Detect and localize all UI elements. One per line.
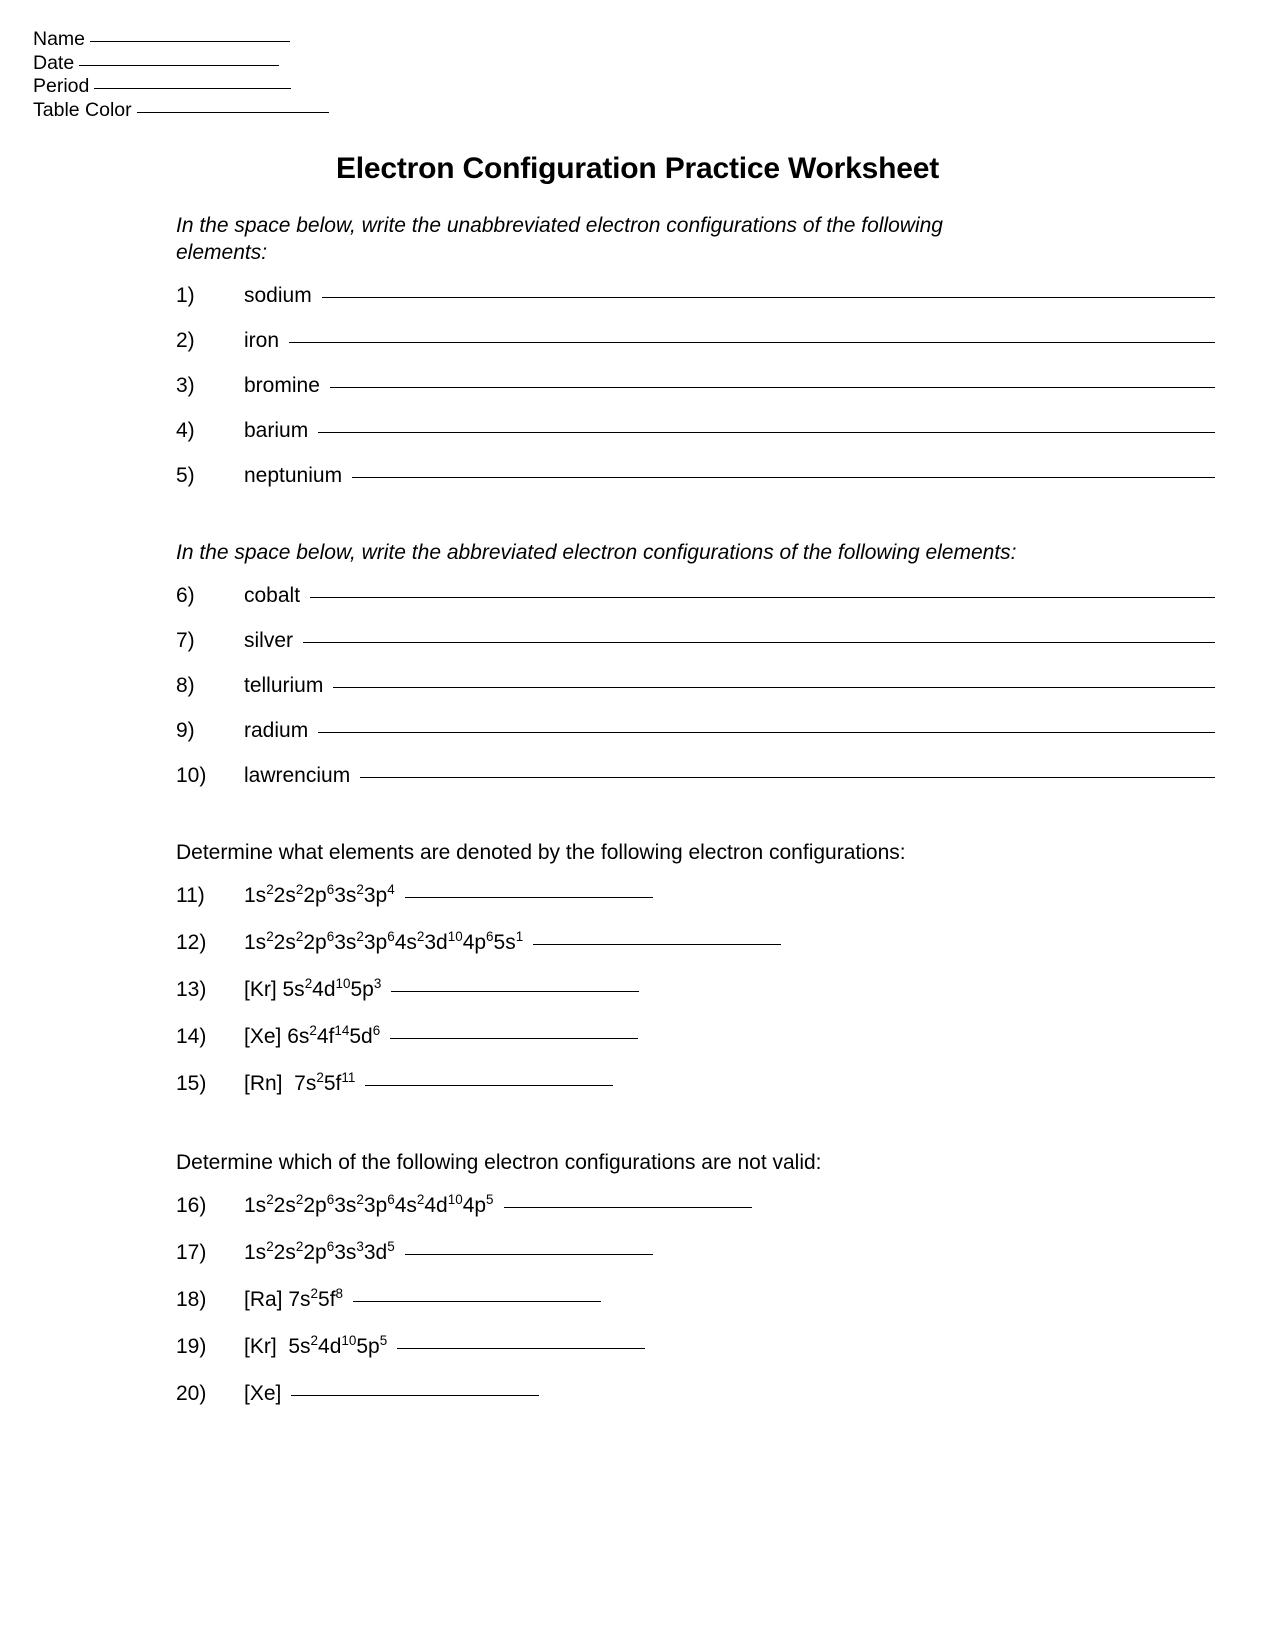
answer-blank[interactable]: [303, 642, 1215, 643]
question-number: 8): [176, 674, 195, 697]
electron-configuration: [Rn] $7s^25f^{11}$: [244, 1070, 356, 1095]
question-row: [176, 584, 1215, 629]
question-label: barium: [244, 419, 309, 442]
question-number: 7): [176, 629, 195, 652]
page-title: Electron Configuration Practice Worksheet: [335, 152, 940, 185]
period-label: Period: [33, 75, 90, 97]
table-color-input-blank[interactable]: [137, 112, 329, 113]
question-row: [176, 764, 1215, 809]
question-number: 14): [176, 1025, 207, 1048]
question-number: 6): [176, 584, 195, 607]
answer-blank[interactable]: [318, 432, 1215, 433]
answer-blank[interactable]: [352, 477, 1215, 478]
section-2-questions: [176, 584, 1215, 809]
question-row: [176, 629, 1215, 674]
question-number: 13): [176, 978, 207, 1001]
answer-blank[interactable]: [310, 597, 1215, 598]
name-input-blank[interactable]: [90, 41, 290, 42]
question-row: [176, 978, 1215, 1025]
question-number: 1): [176, 284, 195, 307]
question-label: tellurium: [244, 674, 324, 697]
answer-blank[interactable]: [504, 1207, 752, 1208]
question-row: [176, 1194, 1215, 1241]
answer-blank[interactable]: [291, 1395, 539, 1396]
section-1-instruction: In the space below, write the unabbreviated electron configurations of the following elements:: [176, 214, 943, 264]
question-row: [176, 1072, 1215, 1119]
question-number: 3): [176, 374, 195, 397]
section-3-questions: [176, 884, 1215, 1119]
question-row: [176, 931, 1215, 978]
answer-blank[interactable]: [289, 342, 1215, 343]
period-field-row: [33, 75, 1275, 99]
question-row: [176, 1241, 1215, 1288]
answer-blank[interactable]: [360, 777, 1215, 778]
answer-blank[interactable]: [390, 1038, 638, 1039]
question-label: sodium: [244, 284, 312, 307]
question-row: [176, 1288, 1215, 1335]
question-label: lawrencium: [244, 764, 351, 787]
question-number: 17): [176, 1241, 207, 1264]
question-number: 5): [176, 464, 195, 487]
question-number: 18): [176, 1288, 207, 1311]
answer-blank[interactable]: [318, 732, 1215, 733]
electron-configuration: [Xe] $6s^24f^{14}5d^6$: [244, 1023, 381, 1048]
electron-configuration: [Kr] $5s^24d^{10}5p^3$: [244, 976, 382, 1001]
date-label: Date: [33, 51, 75, 74]
answer-blank[interactable]: [330, 387, 1215, 388]
question-label: iron: [244, 329, 280, 352]
question-number: 15): [176, 1072, 207, 1095]
electron-configuration: [Xe]: [244, 1382, 282, 1405]
question-row: [176, 719, 1215, 764]
question-number: 19): [176, 1335, 207, 1358]
table-color-field-row: [33, 99, 1275, 123]
section-1-questions: [176, 284, 1215, 509]
question-label: neptunium: [244, 464, 343, 487]
answer-blank[interactable]: [405, 897, 653, 898]
question-row: [176, 329, 1215, 374]
section-4-questions: [176, 1194, 1215, 1429]
answer-blank[interactable]: [365, 1085, 613, 1086]
worksheet-body: [0, 212, 1275, 1429]
section-4-instruction: Determine which of the following electron configurations are not valid:: [176, 1151, 822, 1174]
question-number: 12): [176, 931, 207, 954]
electron-configuration: $1s^22s^22p^63s^23p^64s^24d^{10}4p^5$: [244, 1192, 494, 1217]
question-row: [176, 884, 1215, 931]
question-label: bromine: [244, 374, 320, 397]
electron-configuration: $1s^22s^22p^63s^23p^64s^23d^{10}4p^65s^1$: [244, 929, 524, 954]
question-row: [176, 1335, 1215, 1382]
question-row: [176, 1382, 1215, 1429]
question-row: [176, 674, 1215, 719]
question-number: 10): [176, 764, 207, 787]
answer-blank[interactable]: [533, 944, 781, 945]
question-number: 2): [176, 329, 195, 352]
question-row: [176, 464, 1215, 509]
question-row: [176, 1025, 1215, 1072]
electron-configuration: $1s^22s^22p^63s^23p^4$: [244, 882, 395, 907]
electron-configuration: [Ra] $7s^25f^8$: [244, 1286, 344, 1311]
question-row: [176, 284, 1215, 329]
question-label: cobalt: [244, 584, 301, 607]
date-input-blank[interactable]: [79, 65, 279, 66]
answer-blank[interactable]: [353, 1301, 601, 1302]
electron-configuration: $1s^22s^22p^63s^33d^5$: [244, 1239, 395, 1264]
answer-blank[interactable]: [397, 1348, 645, 1349]
electron-configuration: [Kr] $5s^24d^{10}5p^5$: [244, 1333, 388, 1358]
student-info-block: [0, 28, 1275, 122]
answer-blank[interactable]: [322, 297, 1215, 298]
question-number: 9): [176, 719, 195, 742]
answer-blank[interactable]: [391, 991, 639, 992]
question-row: [176, 374, 1215, 419]
answer-blank[interactable]: [405, 1254, 653, 1255]
table-color-label: Table Color: [33, 98, 132, 121]
question-label: silver: [244, 629, 294, 652]
question-number: 11): [176, 884, 205, 907]
question-label: radium: [244, 719, 309, 742]
question-number: 20): [176, 1382, 207, 1405]
name-label: Name: [33, 28, 86, 50]
section-2-instruction: In the space below, write the abbreviated electron configurations of the following elements:: [176, 541, 1017, 564]
answer-blank[interactable]: [333, 687, 1215, 688]
question-row: [176, 419, 1215, 464]
section-3-instruction: Determine what elements are denoted by the following electron configurations:: [176, 841, 906, 864]
name-field-row: [33, 28, 1275, 52]
period-input-blank[interactable]: [94, 88, 291, 89]
question-number: 4): [176, 419, 195, 442]
question-number: 16): [176, 1194, 207, 1217]
date-field-row: [33, 52, 1275, 76]
